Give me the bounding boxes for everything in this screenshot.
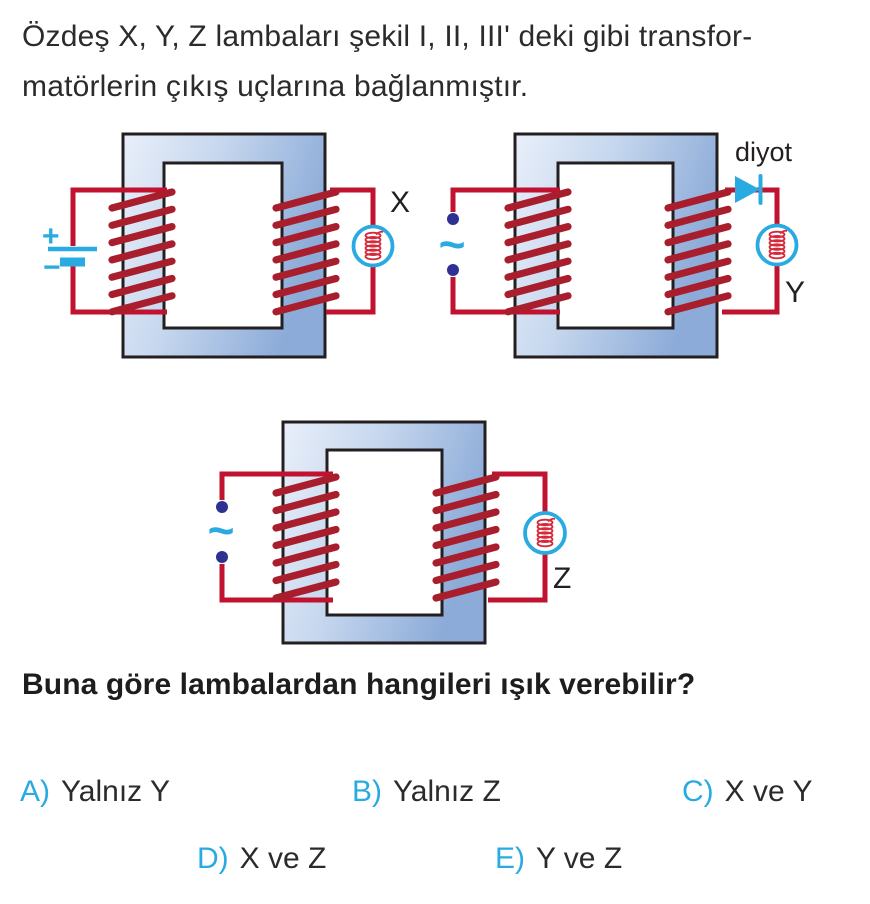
lamp-z <box>525 513 565 553</box>
diode-icon <box>735 176 761 203</box>
option-a-text: Yalnız Y <box>61 775 170 808</box>
intro-text <box>22 12 752 112</box>
option-e-letter: E) <box>495 842 525 875</box>
intro-line-1: Özdeş X, Y, Z lambaları şekil I, II, III' deki gibi transfor- <box>22 20 753 53</box>
option-b-text: Yalnız Z <box>393 775 501 808</box>
option-d-letter: D) <box>197 842 229 875</box>
option-b-letter: B) <box>352 775 382 808</box>
diode-triangle <box>735 176 760 203</box>
ac-tilde-icon: ~ <box>207 504 235 556</box>
lamp-z-label: Z <box>553 562 572 595</box>
figure-1-transformer-dc <box>35 125 435 375</box>
intro-line-2: matörlerin çıkış uçlarına bağlanmıştır. <box>22 70 529 103</box>
battery-plus-sign: + <box>42 220 60 253</box>
battery-minus-sign: − <box>43 251 61 284</box>
question-text: Buna göre lambalardan hangileri ışık verebilir? <box>22 668 696 701</box>
option-c[interactable] <box>682 775 813 809</box>
ac-tilde-icon: ~ <box>438 218 466 270</box>
option-d-text: X ve Z <box>239 842 327 875</box>
transformer-core-window <box>327 450 442 615</box>
transformer-core-window <box>558 163 673 328</box>
figure-3-transformer-ac <box>180 400 640 660</box>
lamp-y-label: Y <box>785 276 806 309</box>
diode-label: diyot <box>735 137 793 167</box>
figure-2-transformer-ac-diode <box>430 125 870 375</box>
lamp-x <box>354 227 393 266</box>
option-d[interactable] <box>197 842 326 876</box>
lamp-y <box>758 226 797 265</box>
option-e[interactable] <box>495 842 622 876</box>
option-a[interactable] <box>20 775 170 809</box>
transformer-core-window <box>164 163 282 328</box>
option-c-text: X ve Y <box>724 775 813 808</box>
option-c-letter: C) <box>682 775 714 808</box>
option-a-letter: A) <box>20 775 50 808</box>
option-e-text: Y ve Z <box>536 842 623 875</box>
option-b[interactable] <box>352 775 501 809</box>
lamp-x-label: X <box>390 186 411 219</box>
